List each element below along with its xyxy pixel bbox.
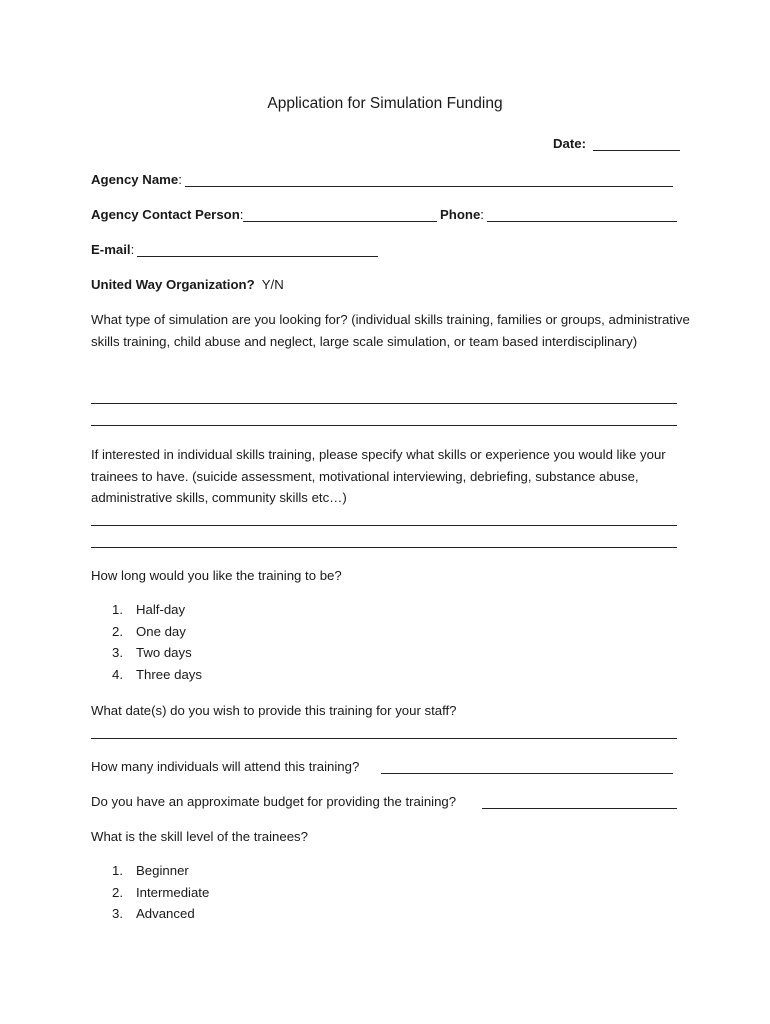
page-title: Application for Simulation Funding	[267, 95, 503, 112]
agency-name-label: Agency Name	[91, 172, 179, 187]
list-item[interactable]: 4. Three days	[112, 667, 202, 683]
length-options-list	[112, 599, 202, 686]
phone-label-wrap: Phone:	[440, 207, 484, 222]
answer-line-simulation-1[interactable]	[91, 403, 677, 404]
answer-line-dates[interactable]	[91, 738, 677, 739]
email-field[interactable]	[137, 256, 378, 257]
list-item[interactable]: 2. One day	[112, 623, 186, 639]
question-individual-skills: If interested in individual skills training, please specify what skills or experience you would like your trainees to have. (suicide assessment, motivational interviewing, debriefing, substance abuse, administrative skills, community skills etc…)	[91, 447, 666, 505]
agency-name-label-wrap: Agency Name:	[91, 172, 182, 187]
contact-label: Agency Contact Person	[91, 207, 240, 222]
question-simulation-type: What type of simulation are you looking for? (individual skills training, families or groups, administrative skills training, child abuse and neglect, large scale simulation, or team based interdisciplinary)	[91, 312, 690, 349]
list-item[interactable]: 1. Beginner	[112, 863, 189, 878]
answer-line-skills-1[interactable]	[91, 525, 677, 526]
skill-options-list	[112, 860, 209, 925]
phone-label: Phone	[440, 207, 481, 222]
contact-label-wrap: Agency Contact Person:	[91, 207, 244, 222]
question-budget: Do you have an approximate budget for providing the training?	[91, 794, 457, 809]
list-item[interactable]: 2. Intermediate	[112, 884, 210, 900]
list-item[interactable]: 1. Half-day	[112, 602, 186, 617]
question-attendees: How many individuals will attend this training?	[91, 759, 360, 774]
list-item[interactable]: 3. Two days	[112, 645, 192, 661]
question-dates: What date(s) do you wish to provide this training for your staff?	[91, 703, 457, 718]
agency-name-field[interactable]	[185, 186, 673, 187]
budget-field[interactable]	[482, 808, 677, 809]
attendees-field[interactable]	[381, 773, 673, 774]
question-skill-level: What is the skill level of the trainees?	[91, 829, 308, 844]
email-label-wrap: E-mail:	[91, 242, 135, 257]
question-length: How long would you like the training to be?	[91, 568, 342, 583]
phone-field[interactable]	[487, 221, 677, 222]
united-way-label: United Way Organization?	[91, 277, 255, 292]
email-label: E-mail	[91, 242, 131, 257]
united-way-options[interactable]: Y/N	[261, 277, 284, 292]
date-field[interactable]	[593, 150, 680, 151]
united-way-row	[91, 277, 284, 293]
answer-line-simulation-2[interactable]	[91, 425, 677, 426]
date-label: Date:	[553, 136, 586, 151]
answer-line-skills-2[interactable]	[91, 547, 677, 548]
contact-person-field[interactable]	[243, 221, 437, 222]
list-item[interactable]: 3. Advanced	[112, 906, 195, 922]
